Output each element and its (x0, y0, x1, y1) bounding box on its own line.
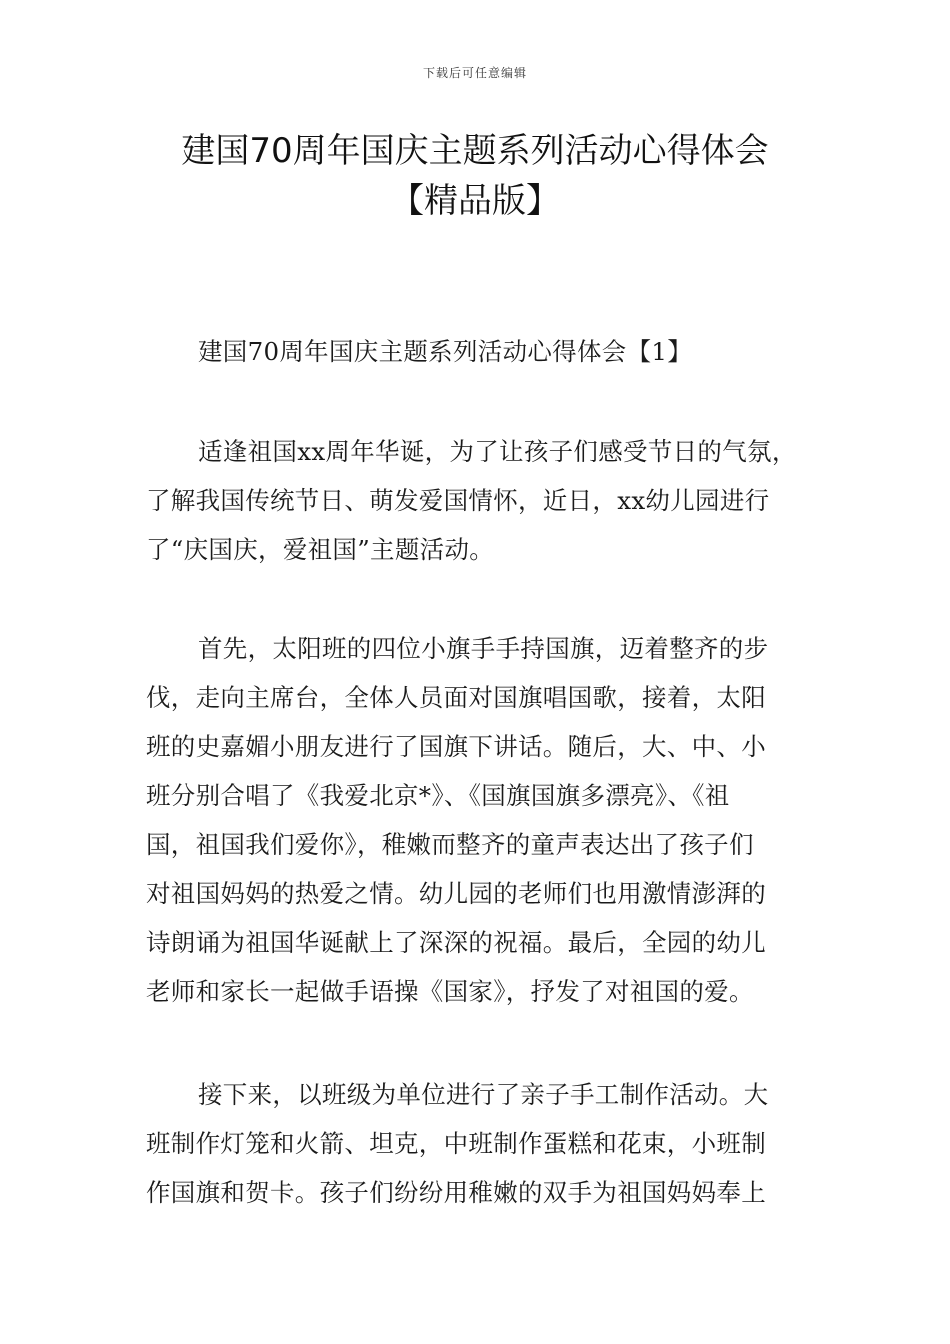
paragraph-3 (146, 1070, 812, 1217)
title-line-1: 建国70周年国庆主题系列活动心得体会 (181, 131, 769, 171)
paragraph-line: 了解我国传统节日、萌发爱国情怀，近日，xx幼儿园进行 (146, 486, 770, 515)
section-subheading (146, 327, 812, 376)
paragraph-line: 接下来，以班级为单位进行了亲子手工制作活动。大 (198, 1080, 769, 1109)
header-note: 下载后可任意编辑 (422, 66, 527, 80)
paragraph-line: 伐，走向主席台，全体人员面对国旗唱国歌，接着，太阳 (146, 683, 766, 712)
paragraph-line: 班的史嘉媚小朋友进行了国旗下讲话。随后，大、中、小 (146, 732, 766, 761)
paragraph-line: 对祖国妈妈的热爱之情。幼儿园的老师们也用激情澎湃的 (146, 879, 766, 908)
paragraph-2 (146, 624, 812, 1016)
paragraph-line: 适逢祖国xx周年华诞，为了让孩子们感受节日的气氛， (198, 437, 797, 466)
paragraph-line: 首先，太阳班的四位小旗手手持国旗，迈着整齐的步 (198, 634, 769, 663)
paragraph-line: 了“庆国庆，爱祖国”主题活动。 (146, 535, 495, 564)
paragraph-line: 作国旗和贺卡。孩子们纷纷用稚嫩的双手为祖国妈妈奉上 (146, 1178, 766, 1207)
paragraph-line: 国，祖国我们爱你》，稚嫩而整齐的童声表达出了孩子们 (146, 830, 754, 859)
subheading-text: 建国70周年国庆主题系列活动心得体会【1】 (198, 337, 693, 366)
paragraph-line: 诗朗诵为祖国华诞献上了深深的祝福。最后，全园的幼儿 (146, 928, 766, 957)
paragraph-line: 班制作灯笼和火箭、坦克，中班制作蛋糕和花束，小班制 (146, 1129, 766, 1158)
paragraph-1 (146, 427, 812, 574)
document-title (0, 126, 950, 226)
title-line-2: 【精品版】 (390, 181, 560, 221)
paragraph-line: 班分别合唱了《我爱北京*》、《国旗国旗多漂亮》、《祖 (146, 781, 730, 810)
paragraph-line: 老师和家长一起做手语操《国家》，抒发了对祖国的爱。 (146, 977, 754, 1006)
